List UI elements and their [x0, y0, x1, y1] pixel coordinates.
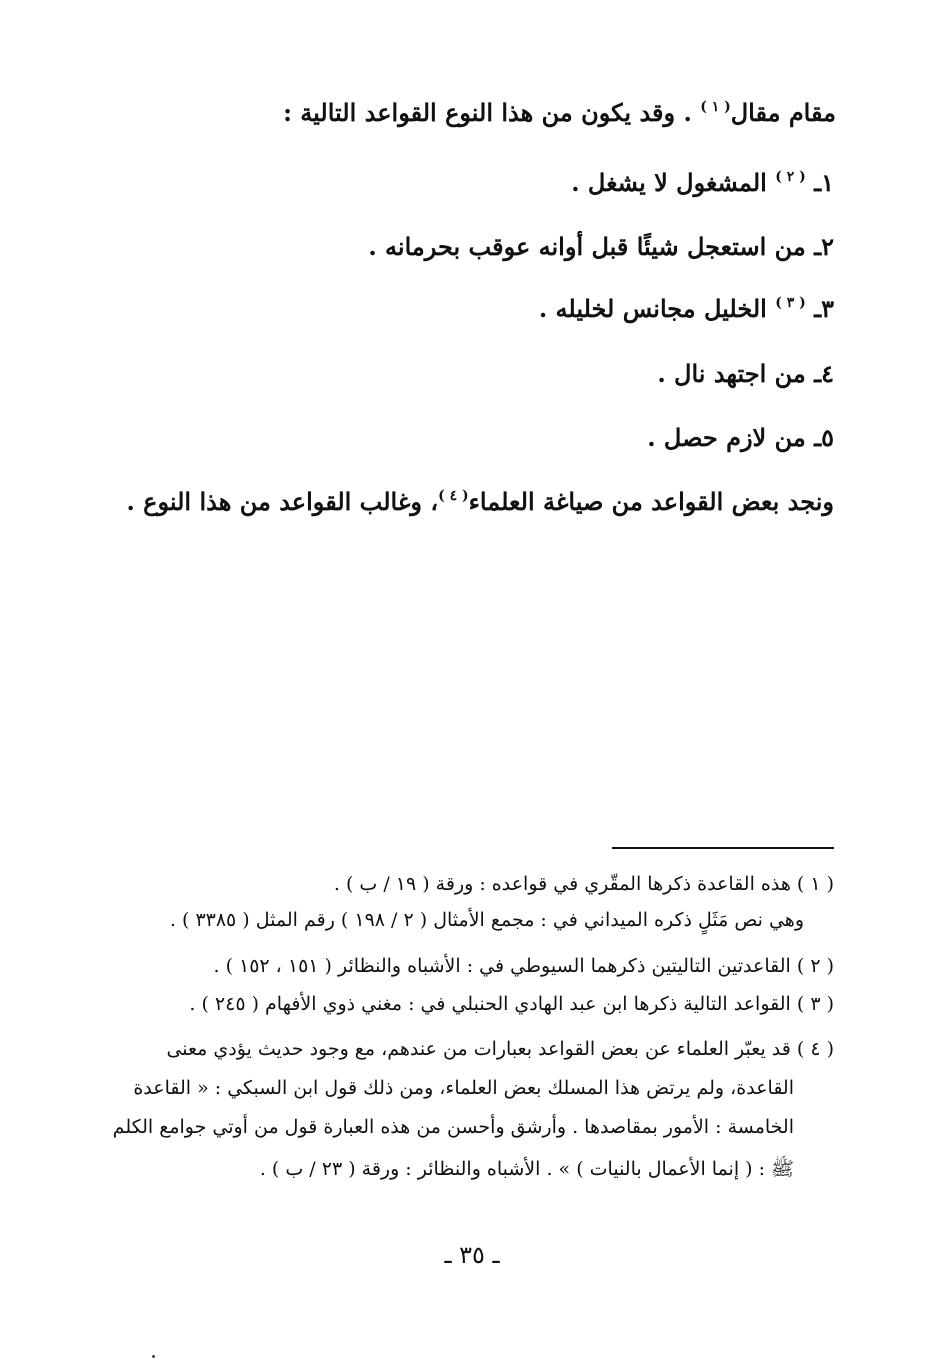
- footnote-ref-1[interactable]: ( ١ ): [700, 99, 731, 115]
- rule-item-3: [539, 292, 834, 326]
- page-number: ـ ٣٥ ـ: [444, 1241, 500, 1269]
- rule-text: من اجتهد نال .: [657, 359, 806, 388]
- footnote-4-continuation-1: القاعدة، ولم يرتض هذا المسلك بعض العلماء، ومن ذلك قول ابن السبكي : « القاعدة: [133, 1077, 794, 1099]
- footnote-4-continuation-3: ﷺ : ( إنما الأعمال بالنيات ) » . الأشباه والنظائر : ورقة ( ٢٣ / ب ) .: [259, 1158, 794, 1180]
- rule-text: الخليل مجانس لخليله .: [538, 294, 776, 323]
- closing-text-end: ، وغالب القواعد من هذا النوع .: [126, 487, 439, 516]
- footnote-3: ( ٣ ) القواعد التالية ذكرها ابن عبد الهادي الحنبلي في : مغني ذوي الأفهام ( ٢٤٥ ) .: [189, 993, 834, 1015]
- rule-text: من لازم حصل .: [647, 423, 806, 452]
- footnote-ref-4[interactable]: ( ٤ ): [438, 488, 469, 504]
- footnote-1-continuation: وهي نص مَثَلٍ ذكره الميداني في : مجمع الأمثال ( ٢ / ١٩٨ ) رقم المثل ( ٣٣٨٥ ) .: [169, 909, 804, 931]
- rule-number: ١ـ: [805, 168, 834, 197]
- intro-text-start: مقام مقال: [730, 98, 836, 127]
- footnote-4: ( ٤ ) قد يعبّر العلماء عن بعض القواعد بعبارات من عندهم، مع وجود حديث يؤدي معنى: [166, 1038, 834, 1060]
- footnote-ref-3[interactable]: ( ٣ ): [775, 295, 806, 311]
- footnote-ref-2[interactable]: ( ٢ ): [775, 169, 806, 185]
- rule-item-5: [647, 421, 834, 455]
- closing-text-start: ونجد بعض القواعد من صياغة العلماء: [468, 487, 834, 516]
- scan-speck: [152, 1355, 155, 1358]
- footnote-4-continuation-2: الخامسة : الأمور بمقاصدها . وأرشق وأحسن من هذه العبارة قول من أوتي جوامع الكلم: [112, 1116, 794, 1138]
- rule-item-1: [571, 166, 834, 200]
- rule-item-2: [368, 230, 834, 264]
- footnote-separator: [612, 847, 834, 849]
- rule-number: ٢ـ: [805, 232, 834, 261]
- closing-line: [126, 485, 834, 519]
- intro-line: [283, 96, 836, 130]
- rule-number: ٥ـ: [805, 423, 834, 452]
- rule-text: المشغول لا يشغل .: [571, 168, 776, 197]
- intro-text-end: . وقد يكون من هذا النوع القواعد التالية :: [283, 98, 701, 127]
- rule-item-4: [657, 357, 834, 391]
- rule-text: من استعجل شيئًا قبل أوانه عوقب بحرمانه .: [368, 232, 806, 261]
- footnote-1: ( ١ ) هذه القاعدة ذكرها المقّري في قواعده : ورقة ( ١٩ / ب ) .: [333, 873, 834, 895]
- rule-number: ٣ـ: [805, 294, 834, 323]
- rule-number: ٤ـ: [805, 359, 834, 388]
- footnote-2: ( ٢ ) القاعدتين التاليتين ذكرهما السيوطي في : الأشباه والنظائر ( ١٥١ ، ١٥٢ ) .: [213, 955, 834, 977]
